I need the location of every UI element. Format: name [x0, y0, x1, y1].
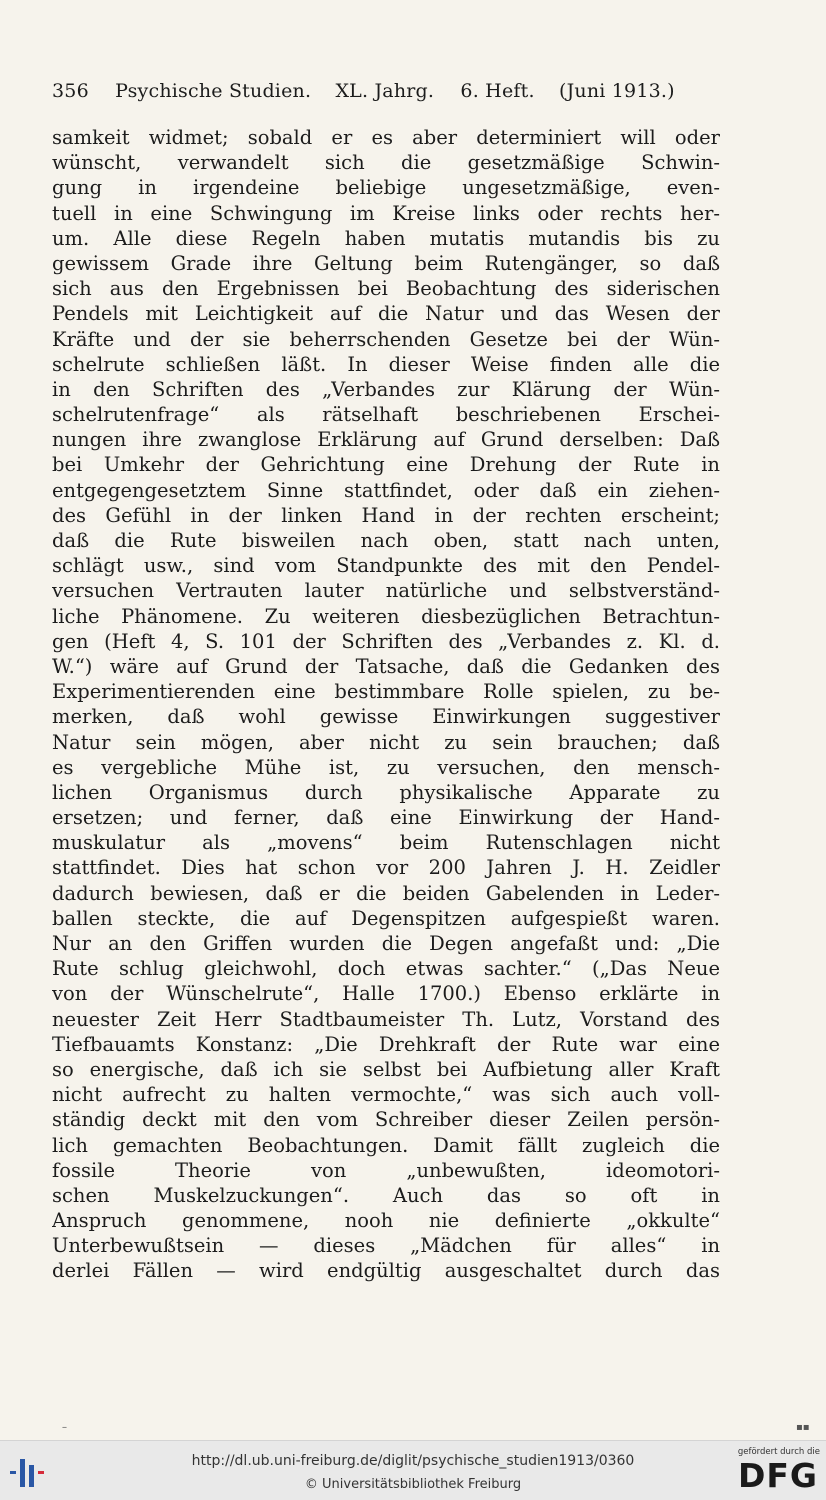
- text-line: Experimentierenden eine bestimmbare Rolle spielen, zu be-: [52, 680, 720, 704]
- volume: XL. Jahrg.: [335, 80, 435, 102]
- journal-title: Psychische Studien.: [115, 80, 312, 102]
- text-line: stattfindet. Dies hat schon vor 200 Jahren J. H. Zeidler: [52, 856, 720, 880]
- text-line: muskulatur als „movens“ beim Rutenschlagen nicht: [52, 831, 720, 855]
- issue: 6. Heft.: [460, 80, 535, 102]
- issue-date: (Juni 1913.): [558, 80, 675, 102]
- text-line: Natur sein mögen, aber nicht zu sein brauchen; daß: [52, 730, 720, 754]
- text-line: schelrutenfrage“ als rätselhaft beschriebenen Erschei-: [52, 403, 720, 427]
- text-line: nicht aufrecht zu halten vermochte,“ was sich auch voll-: [52, 1083, 720, 1107]
- dfg-logo[interactable]: DFG: [737, 1456, 818, 1495]
- text-line: schlägt usw., sind vom Standpunkte des mit den Pendel-: [52, 554, 720, 578]
- text-line: um. Alle diese Regeln haben mutatis mutandis bis zu: [52, 226, 720, 250]
- text-line: Anspruch genommene, nooh nie definierte „okkulte“: [52, 1209, 720, 1233]
- text-line: samkeit widmet; sobald er es aber determiniert will oder: [52, 126, 720, 149]
- text-line: gewissem Grade ihre Geltung beim Rutengänger, so daß: [52, 251, 720, 275]
- text-line: schelrute schließen läßt. In dieser Weise finden alle die: [52, 352, 720, 376]
- text-line: gen (Heft 4, S. 101 der Schriften des „Verbandes z. Kl. d.: [52, 629, 720, 653]
- text-line: tuell in eine Schwingung im Kreise links oder rechts her-: [52, 201, 720, 225]
- text-line: ständig deckt mit den vom Schreiber dieser Zeilen persön-: [52, 1108, 720, 1132]
- text-line: bei Umkehr der Gehrichtung eine Drehung der Rute in: [52, 453, 720, 477]
- text-line: lich gemachten Beobachtungen. Damit fällt zugleich die: [52, 1133, 720, 1157]
- text-line: versuchen Vertrauten lauter natürliche und selbstverständ-: [52, 579, 720, 603]
- dfg-caption: gefördert durch die: [737, 1447, 820, 1457]
- text-line: dadurch bewiesen, daß er die beiden Gabelenden in Leder-: [52, 881, 720, 905]
- text-line: liche Phänomene. Zu weiteren diesbezüglichen Betrachtun-: [52, 604, 720, 628]
- text-line: ersetzen; und ferner, daß eine Einwirkung der Hand-: [52, 806, 720, 830]
- text-line: nungen ihre zwanglose Erklärung auf Grund derselben: Daß: [52, 428, 720, 452]
- text-line: von der Wünschelrute“, Halle 1700.) Ebenso erklärte in: [52, 982, 720, 1006]
- text-line: derlei Fällen — wird endgültig ausgeschaltet durch das: [52, 1259, 720, 1283]
- text-line: lichen Organismus durch physikalische Apparate zu: [52, 780, 720, 804]
- text-line: Tiefbauamts Konstanz: „Die Drehkraft der Rute war eine: [52, 1032, 720, 1056]
- text-line: entgegengesetztem Sinne stattfindet, oder daß ein ziehen-: [52, 478, 720, 502]
- text-line: daß die Rute bisweilen nach oben, statt nach unten,: [52, 529, 720, 552]
- viewer-footer: [0, 1440, 826, 1500]
- text-line: wünscht, verwandelt sich die gesetzmäßige Schwin-: [52, 151, 720, 175]
- text-line: gung in irgendeine beliebige ungesetzmäßige, even-: [52, 176, 720, 200]
- scan-mark-left: –: [62, 1422, 67, 1433]
- text-line: ballen steckte, die auf Degenspitzen aufgespießt waren.: [52, 906, 720, 930]
- text-line: Pendels mit Leichtigkeit auf die Natur und das Wesen der: [52, 302, 720, 326]
- text-line: neuester Zeit Herr Stadtbaumeister Th. Lutz, Vorstand des: [52, 1007, 720, 1031]
- text-line: schen Muskelzuckungen“. Auch das so oft in: [52, 1183, 720, 1207]
- text-line: sich aus den Ergebnissen bei Beobachtung des siderischen: [52, 277, 720, 301]
- text-line: es vergebliche Mühe ist, zu versuchen, den mensch-: [52, 755, 720, 779]
- text-line: des Gefühl in der linken Hand in der rechten erscheint;: [52, 503, 720, 527]
- scan-mark-right: ▪▪: [796, 1422, 810, 1433]
- text-line: Nur an den Griffen wurden die Degen angefaßt und: „Die: [52, 932, 720, 955]
- body-text: [52, 125, 720, 1284]
- text-line: fossile Theorie von „unbewußten, ideomotori-: [52, 1158, 720, 1182]
- text-line: Unterbewußtsein — dieses „Mädchen für alles“ in: [52, 1234, 720, 1258]
- running-header: [52, 80, 732, 110]
- page-number: 356: [52, 80, 89, 102]
- permalink-url[interactable]: http://dl.ub.uni-freiburg.de/diglit/psychische_studien1913/0360: [191, 1453, 635, 1469]
- text-line: Kräfte und der sie beherrschenden Gesetze bei der Wün-: [52, 327, 720, 351]
- text-line: so energische, daß ich sie selbst bei Aufbietung aller Kraft: [52, 1057, 720, 1081]
- text-line: in den Schriften des „Verbandes zur Klärung der Wün-: [52, 377, 720, 401]
- text-line: W.“) wäre auf Grund der Tatsache, daß die Gedanken des: [52, 654, 720, 678]
- text-line: Rute schlug gleichwohl, doch etwas sachter.“ („Das Neue: [52, 957, 720, 981]
- text-line: merken, daß wohl gewisse Einwirkungen suggestiver: [52, 705, 720, 729]
- copyright-notice: © Universitätsbibliothek Freiburg: [304, 1477, 522, 1492]
